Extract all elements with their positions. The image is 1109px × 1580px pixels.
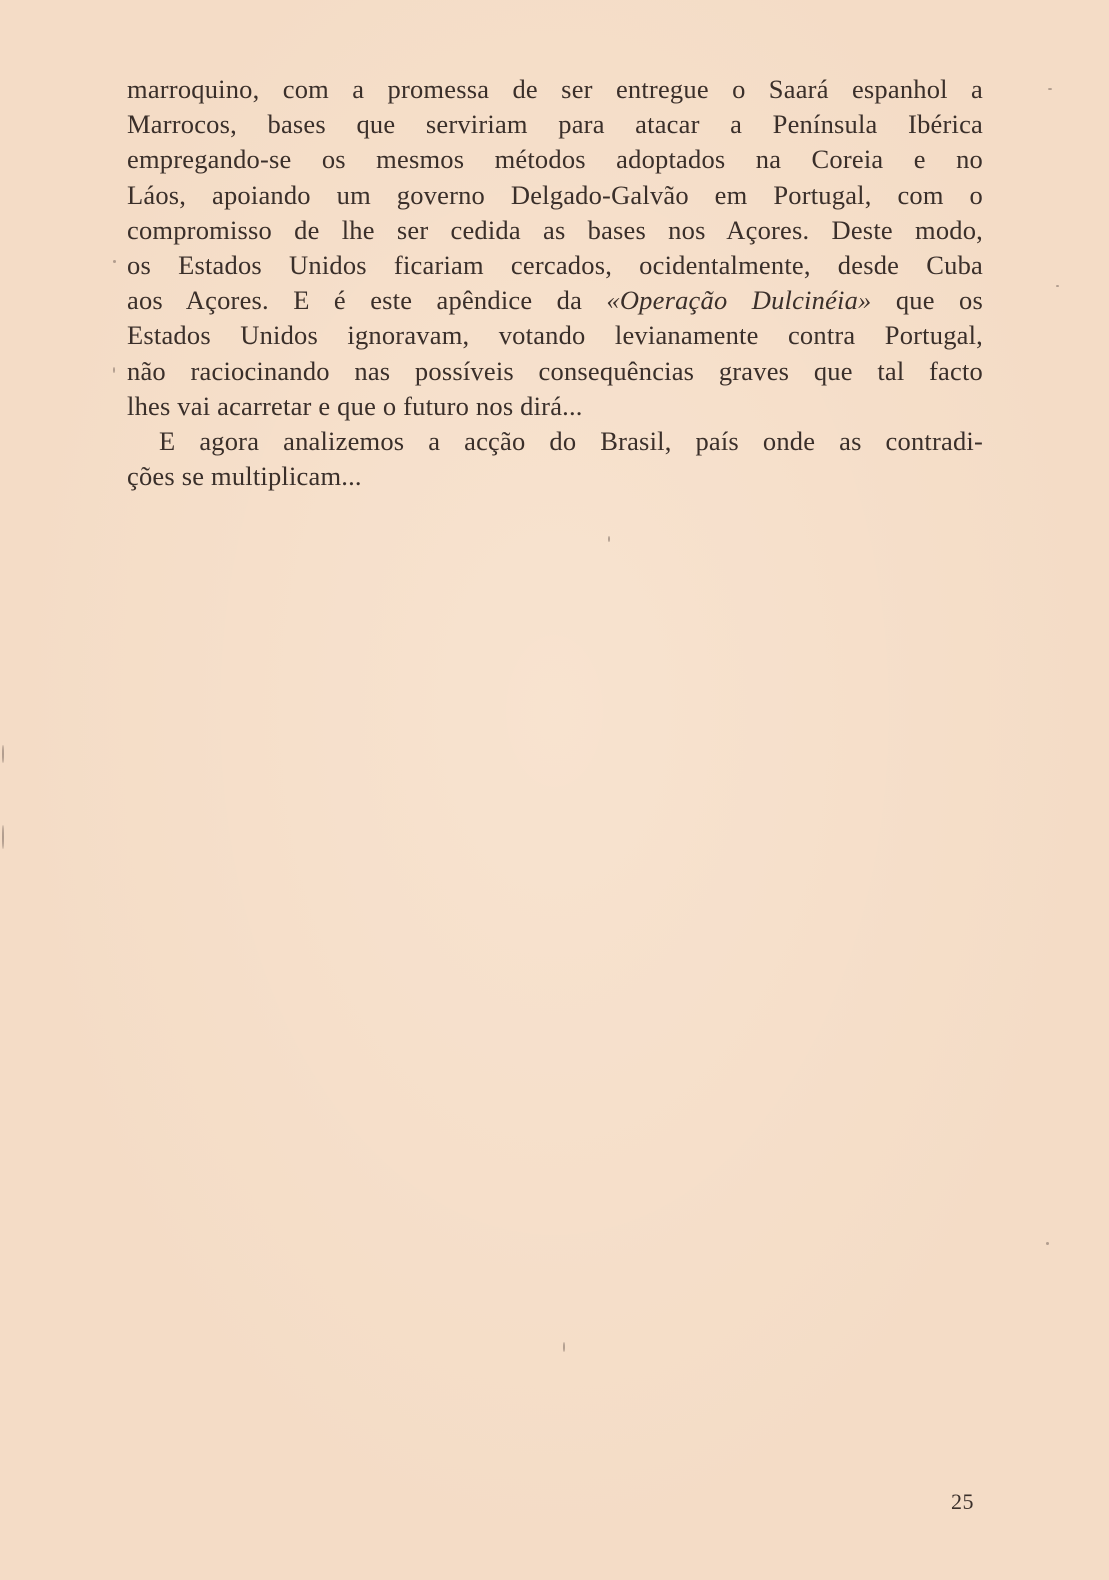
text-line: E agora analizemos a acção do Brasil, país onde as contradi- xyxy=(159,425,983,456)
text-line: Marrocos, bases que serviriam para atacar a Península Ibérica xyxy=(127,109,983,140)
italic-title: «Operação Dulcinéia» xyxy=(606,285,872,316)
paper-speck xyxy=(113,367,115,373)
text-fragment: que os xyxy=(871,285,983,316)
paper-speck xyxy=(1048,88,1052,90)
text-line: compromisso de lhe ser cedida as bases nos Açores. Deste modo, xyxy=(127,214,983,245)
paper-speck xyxy=(1056,285,1059,287)
text-line: os Estados Unidos ficariam cercados, ocidentalmente, desde Cuba xyxy=(127,249,983,280)
text-line: ções se multiplicam... xyxy=(127,461,362,492)
text-line: lhes vai acarretar e que o futuro nos dirá... xyxy=(127,390,583,421)
text-line: Estados Unidos ignoravam, votando levianamente contra Portugal, xyxy=(127,320,983,351)
paper-speck xyxy=(608,536,610,542)
text-line: Láos, apoiando um governo Delgado-Galvão em Portugal, com o xyxy=(127,179,983,210)
paper-speck xyxy=(113,260,116,263)
paper-speck xyxy=(2,745,4,763)
text-line: não raciocinando nas possíveis consequências graves que tal facto xyxy=(127,355,983,386)
paper-speck xyxy=(1046,1242,1049,1245)
page-number: 25 xyxy=(951,1489,974,1514)
paper-speck xyxy=(2,825,4,849)
body-text xyxy=(127,72,983,494)
text-line: marroquino, com a promessa de ser entregue o Saará espanhol a xyxy=(127,74,983,104)
text-fragment: aos Açores. E é este apêndice da xyxy=(127,285,607,316)
text-line xyxy=(127,283,983,318)
text-line: empregando-se os mesmos métodos adoptados na Coreia e no xyxy=(127,144,983,175)
paper-speck xyxy=(563,1342,565,1352)
